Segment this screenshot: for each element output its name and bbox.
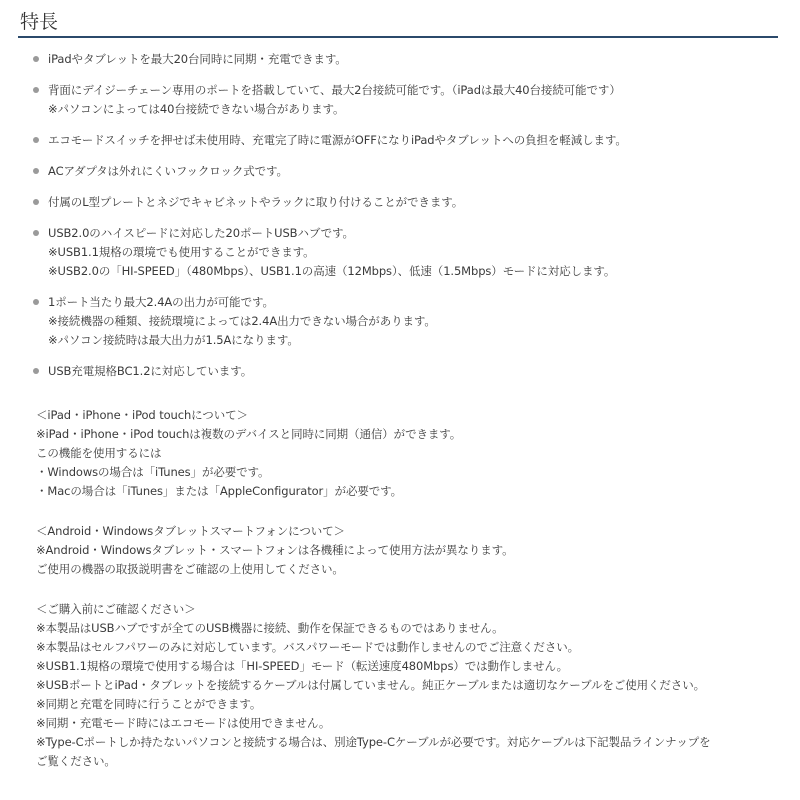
- bullet-icon: [33, 199, 39, 205]
- feature-item: [0, 50, 800, 69]
- note-block: [36, 406, 796, 501]
- section-title: 特長: [20, 11, 59, 33]
- feature-note: ※USB2.0の「HI-SPEED」（480Mbps）、USB1.1の高速（12Mbps）、低速（1.5Mbps）モードに対応します。: [48, 264, 616, 278]
- note-heading: ＜ご購入前にご確認ください＞: [36, 602, 196, 616]
- feature-item: [0, 362, 800, 381]
- note-line: ご使用の機器の取扱説明書をご確認の上使用してください。: [36, 562, 344, 576]
- feature-text: 付属のL型プレートとネジでキャビネットやラックに取り付けることができます。: [48, 195, 464, 209]
- note-block: [36, 522, 796, 579]
- feature-note: ※USB1.1規格の環境でも使用することができます。: [48, 245, 315, 259]
- feature-item: [0, 162, 800, 181]
- note-line: ※Type-Cポートしか持たないパソコンと接続する場合は、別途Type-Cケーブルが必要です。対応ケーブルは下記製品ラインナップを: [36, 735, 711, 749]
- bullet-icon: [33, 368, 39, 374]
- note-block: [36, 600, 796, 771]
- notes-section: [36, 406, 796, 792]
- feature-item: [0, 224, 800, 281]
- feature-text: USB充電規格BC1.2に対応しています。: [48, 364, 253, 378]
- note-line: ※USB1.1規格の環境で使用する場合は「HI-SPEED」モード（転送速度480Mbps）では動作しません。: [36, 659, 569, 673]
- feature-item: [0, 293, 800, 350]
- feature-item: [0, 81, 800, 119]
- feature-text: 1ポート当たり最大2.4Aの出力が可能です。: [48, 295, 274, 309]
- note-line: ※本製品はUSBハブですが全てのUSB機器に接続、動作を保証できるものではありません。: [36, 621, 504, 635]
- note-line: ※本製品はセルフパワーのみに対応しています。バスパワーモードでは動作しませんのでご注意ください。: [36, 640, 580, 654]
- bullet-icon: [33, 56, 39, 62]
- note-line: ※Android・Windowsタブレット・スマートフォンは各機種によって使用方法が異なります。: [36, 543, 514, 557]
- note-heading: ＜iPad・iPhone・iPod touchについて＞: [36, 408, 248, 422]
- feature-item: [0, 193, 800, 212]
- feature-note: ※パソコン接続時は最大出力が1.5Aになります。: [48, 333, 299, 347]
- feature-text: iPadやタブレットを最大20台同時に同期・充電できます。: [48, 52, 347, 66]
- feature-list: [0, 50, 800, 393]
- note-line: ※同期・充電モード時にはエコモードは使用できません。: [36, 716, 331, 730]
- feature-text: 背面にデイジーチェーン専用のポートを搭載していて、最大2台接続可能です。（iPadは最大40台接続可能です）: [48, 83, 621, 97]
- note-line: ※iPad・iPhone・iPod touchは複数のデバイスと同時に同期（通信）ができます。: [36, 427, 462, 441]
- bullet-icon: [33, 299, 39, 305]
- title-underline: [18, 36, 778, 38]
- bullet-icon: [33, 230, 39, 236]
- note-line: ご覧ください。: [36, 754, 116, 768]
- note-heading: ＜Android・Windowsタブレットスマートフォンについて＞: [36, 524, 345, 538]
- bullet-icon: [33, 87, 39, 93]
- note-line: ※同期と充電を同時に行うことができます。: [36, 697, 262, 711]
- feature-item: [0, 131, 800, 150]
- feature-text: エコモードスイッチを押せば未使用時、充電完了時に電源がOFFになりiPadやタブレットへの負担を軽減します。: [48, 133, 627, 147]
- note-line: この機能を使用するには: [36, 446, 162, 460]
- bullet-icon: [33, 168, 39, 174]
- note-line: ※USBポートとiPad・タブレットを接続するケーブルは付属していません。純正ケーブルまたは適切なケーブルをご使用ください。: [36, 678, 706, 692]
- feature-text: ACアダプタは外れにくいフックロック式です。: [48, 164, 288, 178]
- feature-note: ※接続機器の種類、接続環境によっては2.4A出力できない場合があります。: [48, 314, 436, 328]
- note-line: ・Macの場合は「iTunes」または「AppleConfigurator」が必要です。: [36, 484, 403, 498]
- bullet-icon: [33, 137, 39, 143]
- note-line: ・Windowsの場合は「iTunes」が必要です。: [36, 465, 270, 479]
- feature-text: USB2.0のハイスピードに対応した20ポートUSBハブです。: [48, 226, 354, 240]
- feature-note: ※パソコンによっては40台接続できない場合があります。: [48, 102, 345, 116]
